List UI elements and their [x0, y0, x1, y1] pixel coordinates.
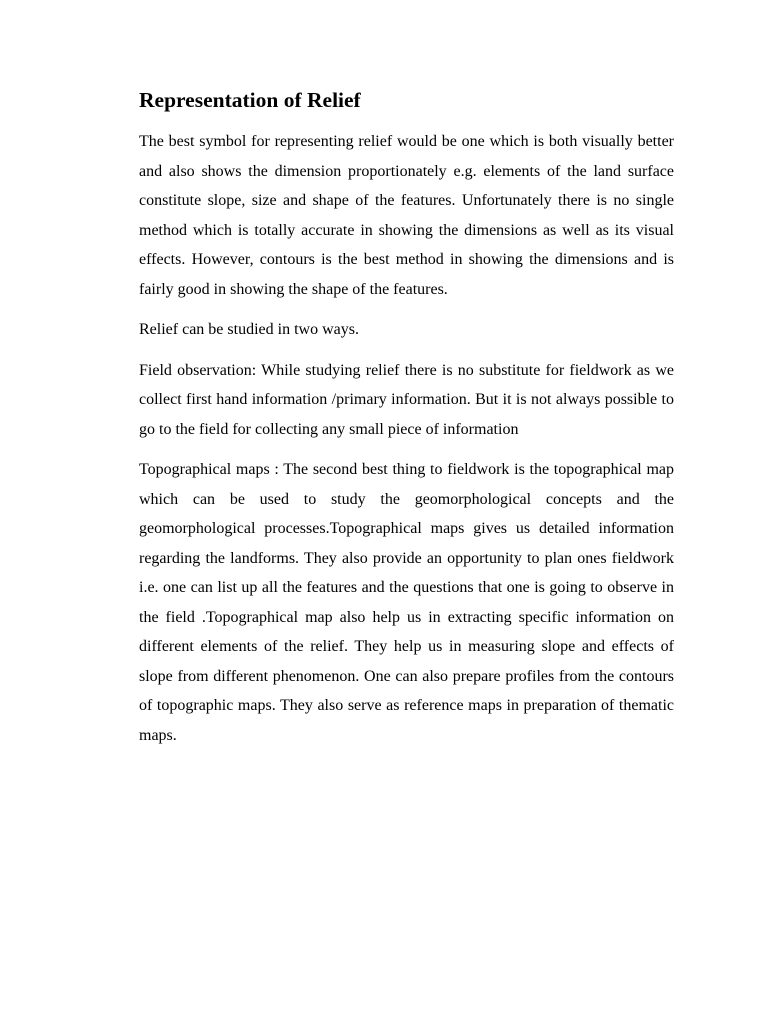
page-title: Representation of Relief: [139, 88, 361, 112]
document-page: [139, 86, 674, 761]
paragraph-topographical-maps: Topographical maps : The second best thing to fieldwork is the topographical map which can be used to study the geomorphological concepts and the geomorphological processes.Topographical maps gives us detailed information regarding the landforms. They also provide an opportunity to plan ones fieldwork i.e. one can list up all the features and the questions that one is going to observe in the field .Topographical map also help us in extracting specific information on different elements of the relief. They help us in measuring slope and effects of slope from different phenomenon. One can also prepare profiles from the contours of topographic maps. They also serve as reference maps in preparation of thematic maps.: [139, 461, 674, 744]
paragraph-two-ways: Relief can be studied in two ways.: [139, 321, 359, 338]
paragraph-relief-symbol: The best symbol for representing relief would be one which is both visually better and also shows the dimension proportionately e.g. elements of the land surface constitute slope, size and shape of the features. Unfortunately there is no single method which is totally accurate in showing the dimensions as well as its visual effects. However, contours is the best method in showing the dimensions and is fairly good in showing the shape of the features.: [139, 133, 674, 298]
paragraph-field-observation: Field observation: While studying relief there is no substitute for fieldwork as we collect first hand information /primary information. But it is not always possible to go to the field for collecting any small piece of information: [139, 361, 674, 438]
